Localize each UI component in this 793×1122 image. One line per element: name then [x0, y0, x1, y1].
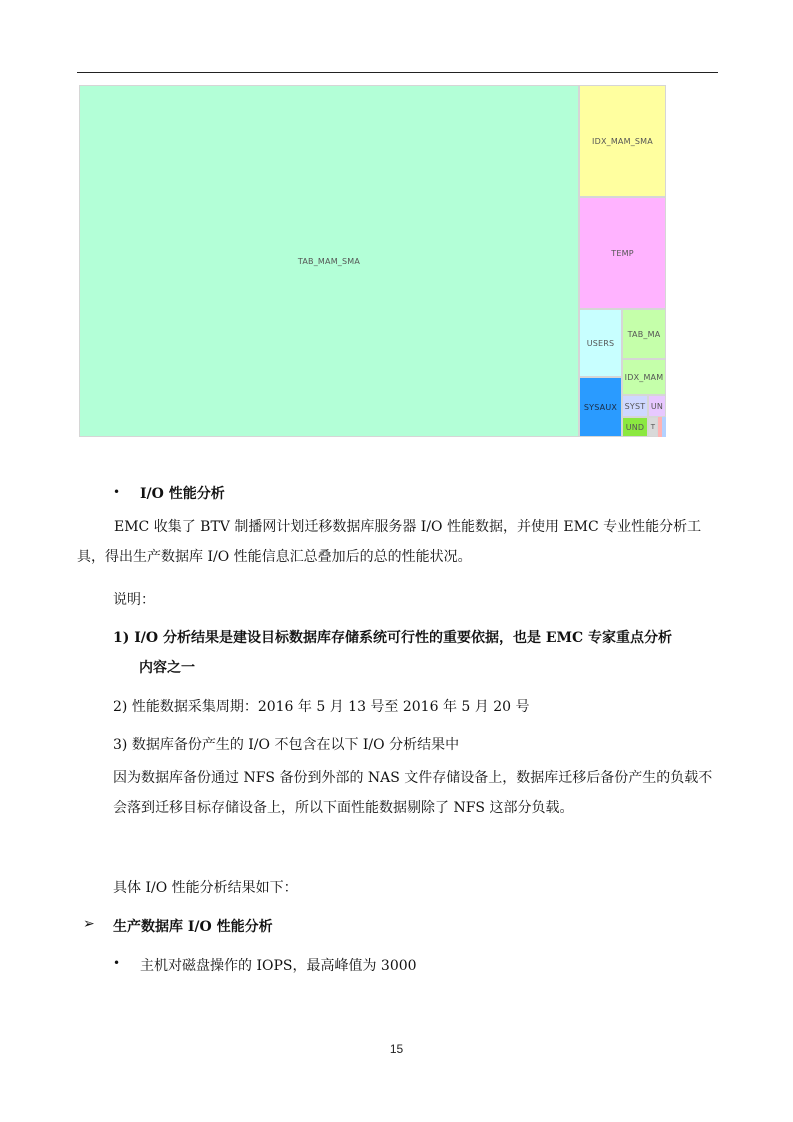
list-item-2: 2) 性能数据采集周期：2016 年 5 月 13 号至 2016 年 5 月 20 号 [113, 699, 530, 715]
tablespace-treemap [79, 85, 666, 437]
treemap-cell-idx-mam-sma: IDX_MAM_SMA [579, 85, 666, 197]
treemap-cell-un: UN [648, 395, 666, 417]
treemap-cell-tab-ma: TAB_MA [622, 309, 666, 359]
list-item-3: 3) 数据库备份产生的 I/O 不包含在以下 I/O 分析结果中 [113, 737, 460, 753]
paragraph-emc-collection: EMC 收集了 BTV 制播网计划迁移数据库服务器 I/O 性能数据，并使用 EMC 专业性能分析工具，得出生产数据库 I/O 性能信息汇总叠加后的总的性能状况。 [77, 519, 702, 565]
list-item-1-line-1: 1) I/O 分析结果是建设目标数据库存储系统可行性的重要依据，也是 EMC 专家重点分析 [113, 630, 673, 646]
treemap-cell-idx-mam: IDX_MAM [622, 359, 666, 395]
treemap-cell-t: T [648, 417, 658, 437]
iops-peak-item: 主机对磁盘操作的 IOPS，最高峰值为 3000 [140, 958, 417, 974]
paragraph-nfs-explanation: 因为数据库备份通过 NFS 备份到外部的 NAS 文件存储设备上，数据库迁移后备份产生的负载不会落到迁移目标存储设备上，所以下面性能数据剔除了 NFS 这部分负载。 [113, 770, 713, 816]
bullet-icon: • [113, 956, 121, 970]
section-heading-io: I/O 性能分析 [140, 486, 225, 502]
section-heading-production: 生产数据库 I/O 性能分析 [113, 919, 273, 935]
treemap-cell-sysaux: SYSAUX [579, 377, 622, 437]
treemap-cell-temp: TEMP [579, 197, 666, 309]
page-number: 15 [389, 1042, 404, 1056]
treemap-cell-tiny-b [662, 417, 666, 437]
treemap-cell-syst: SYST [622, 395, 648, 417]
header-rule [77, 72, 718, 73]
treemap-cell-users: USERS [579, 309, 622, 377]
bullet-icon: • [113, 485, 121, 499]
note-label: 说明： [113, 592, 155, 608]
treemap-cell-und: UND [622, 417, 648, 437]
arrow-marker-icon: ➢ [83, 916, 95, 932]
list-item-1-line-2: 内容之一 [139, 660, 195, 676]
treemap-cell-tab-mam-sma: TAB_MAM_SMA [79, 85, 579, 437]
result-intro: 具体 I/O 性能分析结果如下： [113, 880, 298, 896]
